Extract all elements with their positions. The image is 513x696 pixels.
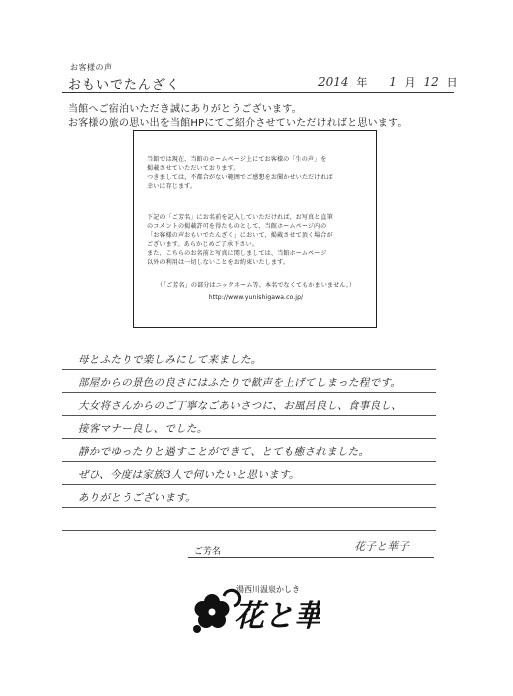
title-underline	[62, 92, 454, 93]
comment-line: 母とふたりで楽しみにして来ました。	[78, 354, 262, 366]
date-day: 12	[423, 75, 439, 89]
notice-text: 「お客様の声おもいでたんざく」において、掲載させて頂く場合が	[147, 232, 333, 239]
notice-text: 掲載させていただいております。	[147, 165, 240, 172]
notice-box	[133, 130, 377, 328]
ruled-line	[62, 438, 436, 439]
form-title: おもいでたんざく	[68, 78, 181, 93]
ruled-line	[62, 369, 436, 370]
date-year-unit: 年	[356, 76, 368, 89]
ruled-line	[62, 461, 436, 462]
date-month: 1	[389, 75, 397, 89]
ruled-line	[62, 507, 436, 508]
notice-note: （「ご芳名」の部分はニックネーム等、本名でなくてもかまいません。）	[156, 282, 356, 289]
ruled-line	[62, 530, 436, 531]
comment-line: 大女将さんからのご丁寧なごあいさつに、お風呂良し、食事良し、	[78, 400, 402, 412]
comment-line: 静かでゆったりと過すことができて、とても癒されました。	[78, 446, 370, 458]
notice-text: 下記の「ご芳名」にお名前を記入していただければ、お写真と直筆	[147, 214, 333, 221]
flower-logo-icon	[190, 580, 320, 640]
ruled-line	[62, 484, 436, 485]
comment-line: ぜひ、今度は家族3人で伺いたいと思います。	[78, 469, 300, 481]
comment-line: ありがとうございます。	[78, 492, 196, 504]
notice-text: 以外の利用は一切しないことをお約束いたします。	[147, 259, 289, 266]
ruled-line	[62, 392, 436, 393]
notice-text: 当館では現在、当館のホームページ上にてお客様の「生の声」を	[147, 156, 327, 163]
notice-text: のコメントの掲載許可を得たものとして、当館ホームページ内の	[147, 223, 327, 230]
date-field	[318, 74, 462, 90]
logo-name: 花と華	[234, 599, 320, 634]
date-year: 2014	[318, 75, 349, 89]
notice-text: また、こちらのお名前と写真に関しましては、当館ホームページ	[147, 250, 327, 257]
intro-line-2: お客様の旅の思い出を当館HPにてご紹介させていただければと思います。	[68, 118, 408, 129]
signature-line	[188, 557, 434, 558]
notice-text: ございます。あらかじめご了承下さい。	[147, 241, 258, 248]
comment-line: 部屋からの景色の良さにはふたりで歓声を上げてしまった程です。	[78, 377, 402, 389]
signature-value: 花子と華子	[354, 540, 409, 553]
logo-caption: 湯西川温泉かしき	[236, 585, 300, 594]
intro-line-1: 当館へご宿泊いただき誠にありがとうございます。	[68, 104, 302, 115]
form-small-label: お客様の声	[70, 63, 113, 72]
signature-label: ご芳名	[194, 547, 222, 557]
ruled-line	[62, 415, 436, 416]
notice-text: 幸いに存じます。	[147, 183, 197, 190]
date-month-unit: 月	[404, 76, 416, 89]
comment-line: 接客マナー良し、でした。	[78, 423, 208, 435]
date-day-unit: 日	[446, 76, 458, 89]
hotel-url: http://www.yunishigawa.co.jp/	[208, 294, 304, 301]
hotel-logo	[190, 580, 320, 640]
notice-text: つきましては、不都合がない範囲でご感想をお聞かせいただければ	[147, 174, 333, 181]
